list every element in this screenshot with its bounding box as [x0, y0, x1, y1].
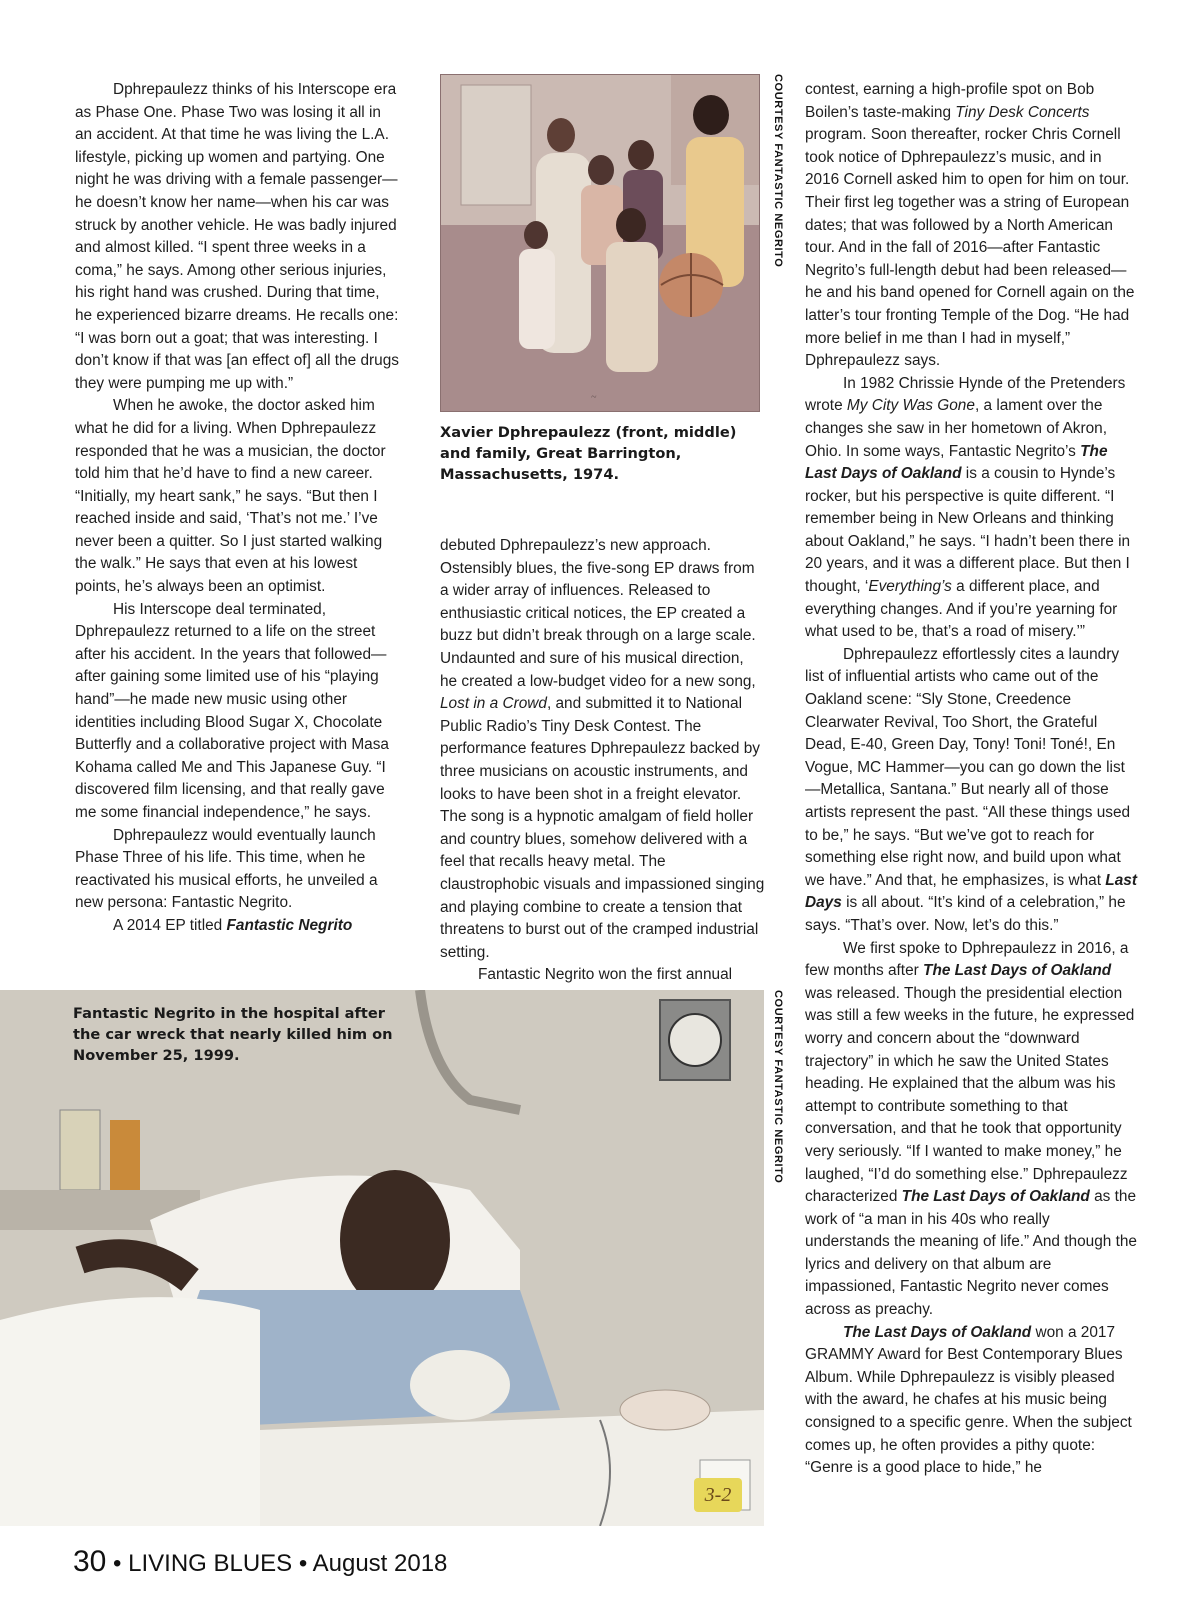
show-title: Tiny Desk Concerts — [955, 103, 1090, 121]
album-title: Last Days — [805, 871, 1137, 912]
album-title: The Last Days of Oakland — [805, 442, 1108, 483]
photo-tag: 3-2 — [694, 1478, 742, 1512]
photo-credit: COURTESY FANTASTIC NEGRITO — [772, 74, 784, 268]
paragraph: Dphrepaulezz would eventually launch Phase Three of his life. This time, when he reactivated his musical efforts, he unveiled a new persona: Fantastic Negrito. — [75, 826, 378, 912]
text-run: , and submitted it to National Public Radio’s Tiny Desk Contest. The performance features Dphrepaulezz backed by three musicians on acoustic instruments, and looks to have been shot in a freight elevator. The song is a hypnotic amalgam of field holler and country blues, somehow delivered with a feel that recalls heavy metal. The claustrophobic visuals and impassioned singing and playing combine to create a tension that threatens to burst out of the cramped industrial setting. — [440, 695, 765, 961]
emphasis: Everything’s — [868, 578, 952, 596]
family-photo-image — [441, 75, 759, 411]
paragraph: When he awoke, the doctor asked him what he did for a living. When Dphrepaulezz responded that he was a musician, the doctor told him that he’d have to find a new career. “Initially, my heart sank,” he says. “But then I reached inside and said, ‘That’s not me.’ I’ve never been a quitter. So I just started walking the walk.” He says that even at his lowest points, he’s always been an optimist. — [75, 397, 386, 596]
article-column-3 — [805, 79, 1137, 1480]
paragraph — [805, 79, 1137, 373]
song-title: My City Was Gone — [846, 397, 975, 415]
album-title: The Last Days of Oakland — [843, 1323, 1032, 1341]
text-run: won a 2017 GRAMMY Award for Best Contemporary Blues Album. While Dphrepaulezz is visibly pleased with the award, he chafes at his music being consigned to a specific genre. When the subject comes up, he often provides a pithy quote: “Genre is a good place to hide,” he — [805, 1323, 1132, 1477]
footer-separator: • — [113, 1550, 122, 1577]
hospital-photo-image — [0, 990, 764, 1526]
footer-separator: • — [298, 1550, 308, 1577]
album-title: The Last Days of Oakland — [923, 962, 1112, 980]
text-run: was released. Though the presidential election was still a few weeks in the future, he expressed worry and concern about the “downward trajectory” in which he saw the United States heading. He explained that the album was his attempt to contribute something to that conversation, and that he took that opportunity very seriously. “If I wanted to make money,” he laughed, “I’d do something else.” Dphrepaulezz characterized — [805, 984, 1135, 1206]
hospital-photo — [0, 990, 764, 1526]
text-run: is a cousin to Hynde’s rocker, but his perspective is quite different. “I remember being in New Orleans and thinking about Oakland,” he says. “I hadn’t been there in 20 years, and it was a different place. But then I thought, ‘ — [805, 465, 1131, 596]
text-run: as the work of “a man in his 40s who really understands the meaning of life.” And though the lyrics and delivery on that album are impassioned, Fantastic Negrito never comes across as preachy. — [805, 1188, 1137, 1319]
paragraph — [805, 938, 1137, 1322]
song-title: Lost in a Crowd — [440, 695, 547, 713]
paragraph — [440, 535, 765, 964]
paragraph — [805, 1322, 1137, 1480]
ep-title: Fantastic Negrito — [226, 916, 353, 934]
magazine-name: LIVING BLUES — [128, 1550, 293, 1577]
text-run: A 2014 EP titled — [113, 916, 227, 934]
photo-credit: COURTESY FANTASTIC NEGRITO — [772, 990, 784, 1184]
paragraph: Dphrepaulezz thinks of his Interscope era as Phase One. Phase Two was losing it all in an accident. At that time he was living the L.A. lifestyle, picking up women and partying. One night he was driving with a female passenger—he doesn’t know her name—when his car was struck by another vehicle. He was badly injured and almost killed. “I spent three weeks in a coma,” he says. Among other serious injuries, his right hand was crushed. During that time, he experienced bizarre dreams. He recalls one: “I was born out a goat; that was interesting. I don’t know if that was [an effect of] all the drugs they were pumping me up with.” — [75, 81, 399, 392]
paragraph — [75, 915, 400, 938]
text-run: , a lament over the changes she saw in her hometown of Akron, Ohio. In some ways, Fantastic Negrito’s — [805, 397, 1108, 460]
paragraph: His Interscope deal terminated, Dphrepaulezz returned to a life on the street after his accident. In the years that followed—after gaining some limited use of his “playing hand”—he made new music using other identities including Blood Sugar X, Chocolate Butterfly and a collaborative project with Masa Kohama called Me and This Japanese Guy. “I discovered film licensing, and that really gave me some financial independence,” he says. — [75, 600, 389, 821]
page-number: 30 — [73, 1545, 107, 1578]
text-run: debuted Dphrepaulezz’s new approach. Ostensibly blues, the five-song EP draws from a wider array of influences. Released to enthusiastic critical notices, the EP created a buzz but didn’t break through on a large scale. Undaunted and sure of his musical direction, he created a low-budget video for a new song, — [440, 537, 756, 690]
text-run: Dphrepaulezz effortlessly cites a laundry list of influential artists who came out of the Oakland scene: “Sly Stone, Creedence Clearwater Revival, Too Short, the Grateful Dead, E-40, Green Day, Tony! Toni! Toné!, En Vogue, MC Hammer—you can go down the list—Metallica, Santana.” But nearly all of those artists represent the past. “All these things used to be,” he says. “But we’ve got to reach for something else right now, and build upon what we have.” And that, he emphasizes, is what — [805, 645, 1131, 889]
text-run: a different place, and everything changes. And if you’re yearning for what used to be, that’s a road of misery.’” — [805, 578, 1118, 641]
article-column-1 — [75, 79, 400, 938]
paragraph — [805, 644, 1137, 938]
page-footer — [73, 1545, 447, 1579]
photo-caption: Fantastic Negrito in the hospital after the car wreck that nearly killed him on November 25, 1999. — [73, 1005, 393, 1064]
text-run: contest, earning a high-profile spot on Bob Boilen’s taste-making — [805, 81, 1095, 121]
photo-caption: Xavier Dphrepaulezz (front, middle) and family, Great Barrington, Massachusetts, 1974. — [440, 424, 737, 483]
photo-signature: ~ — [591, 392, 597, 403]
issue-date: August 2018 — [312, 1550, 448, 1577]
text-run: program. Soon thereafter, rocker Chris Cornell took notice of Dphrepaulezz’s music, and in 2016 Cornell asked him to open for him on tour. Their first leg together was a string of European dates; that was followed by a North American tour. And in the fall of 2016—after Fantastic Negrito’s full-length debut had been released—he and his band opened for Cornell again on the latter’s tour fronting Temple of the Dog. “He had more belief in me than I had in myself,” Dphrepaulezz says. — [805, 126, 1135, 370]
paragraph: Fantastic Negrito won the first annual — [478, 966, 733, 984]
text-run: In 1982 Chrissie Hynde of the Pretenders wrote — [805, 374, 1126, 415]
text-run: is all about. “It’s kind of a celebration,” he says. “That’s over. Now, let’s do this.” — [805, 894, 1126, 934]
text-run: We first spoke to Dphrepaulezz in 2016, a few months after — [805, 939, 1129, 980]
paragraph — [805, 373, 1137, 644]
family-photo — [440, 74, 760, 412]
album-title: The Last Days of Oakland — [901, 1188, 1090, 1206]
article-column-2 — [440, 535, 765, 987]
